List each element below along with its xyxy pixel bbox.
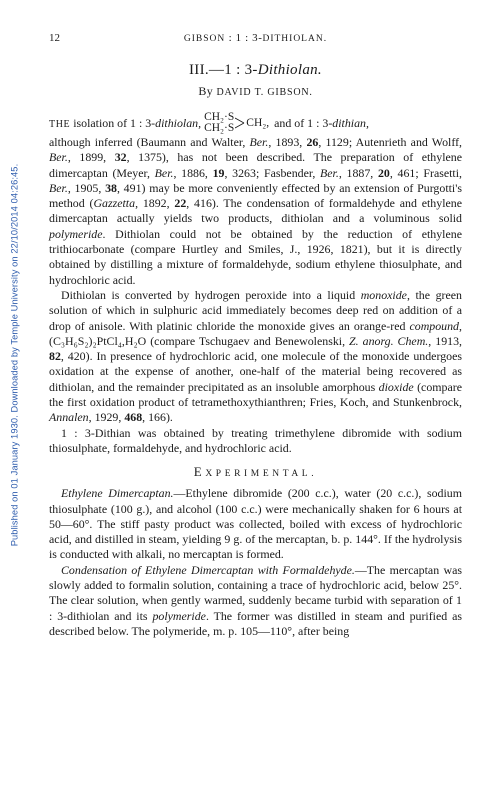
italic-run: Z. anorg. Chem. xyxy=(349,333,429,348)
text-run: , 3263; Fasbender, xyxy=(224,165,321,180)
intro-lead-text: isolation of 1 : 3- xyxy=(70,115,156,130)
formula-bottom-group: CH₂·S xyxy=(204,122,235,134)
text-run: (compare the first oxidation product of tetramethoxythianthren; Fries, Koch, and Stunkenbrock, xyxy=(49,379,462,410)
text-run: , 166). xyxy=(142,410,173,425)
formula-bond-lines xyxy=(235,114,245,132)
section-heading-initial: E xyxy=(193,464,206,480)
paragraph-dithian xyxy=(49,426,462,457)
volume-number: 26 xyxy=(306,135,319,149)
italic-run: Condensation of Ethylene Dimercaptan with Formaldehyde. xyxy=(61,562,355,577)
text-run: , 1893, xyxy=(268,135,307,149)
formula-top-group: CH₂·S xyxy=(204,111,235,123)
formula-right-group: CH₂, xyxy=(246,117,270,129)
author-name: DAVID T. GIBSON. xyxy=(216,87,313,98)
text-run: 1 : 3-Dithian was obtained by treating trimethylene dibromide with sodium thiosulphate, formaldehyde, and hydrochloric acid. xyxy=(49,425,462,455)
intro-tail-italic: dithian, xyxy=(332,115,369,130)
paragraph-ethylene-dimercaptan xyxy=(49,486,462,562)
text-run: , 1905, xyxy=(67,180,106,195)
intro-tail xyxy=(274,116,369,131)
download-watermark-text: Published on 01 January 1930. Downloaded by Temple University on 22/10/2014 04:26:45. xyxy=(9,163,19,547)
running-title-tail: DITHIOLAN. xyxy=(262,34,328,44)
italic-run: Ber. xyxy=(320,165,339,180)
text-run: , 461; Frasetti, xyxy=(389,165,463,180)
italic-run: polymeride xyxy=(152,608,206,623)
text-run: , 1892, xyxy=(135,196,175,211)
paragraph-monoxide xyxy=(49,288,462,426)
text-run: , 491) may be more conveniently effected by an extension of Purgotti's method ( xyxy=(49,180,463,211)
formula-stack xyxy=(204,112,234,134)
italic-run: Gazzetta xyxy=(93,196,136,211)
italic-run: compound xyxy=(409,318,460,333)
page-number: 12 xyxy=(49,32,60,44)
italic-run: Ber. xyxy=(49,180,68,195)
intro-tail-text: and of 1 : 3- xyxy=(274,115,333,130)
text-run: , 1929, xyxy=(88,410,125,425)
text-run: . The former was distilled in steam and purified as described below. The polymeride, m. p. 105—110°, after being xyxy=(49,608,462,638)
italic-run: Annalen xyxy=(49,410,89,425)
section-heading-experimental xyxy=(49,464,462,482)
italic-run: polymeride xyxy=(49,226,103,241)
text-run: , 420). In presence of hydrochloric acid, one molecule of the monoxide undergoes oxidation at the expense of another, one-half of the material being recovered as dithiolan, and the remainder precipitated as an insoluble amorphous xyxy=(49,349,462,394)
italic-run: monoxide xyxy=(360,287,407,302)
text-run: Dithiolan is converted by hydrogen peroxide into a liquid xyxy=(61,287,361,302)
text-run: although inferred (Baumann and Walter, xyxy=(49,135,250,149)
article-title-italic: Dithiolan. xyxy=(257,62,322,78)
volume-number: 82 xyxy=(49,349,61,364)
text-run: , 1129; Autenrieth and Wolff, xyxy=(318,135,462,149)
italic-run: Ber. xyxy=(49,150,68,165)
volume-number: 20 xyxy=(377,165,390,180)
text-run: , 1913, xyxy=(428,333,462,348)
download-watermark xyxy=(8,95,20,615)
text-run: , 1887, xyxy=(338,165,378,180)
text-run: , 1886, xyxy=(173,165,213,180)
text-run: —Ethylene dibromide (200 c.c.), water (20 c.c.), sodium thiosulphate (100 g.), and alcohol (100 c.c.) were mechanically shaken for 6 hours at 50—60°. The stiff pasty product was collected, boiled with excess of hydrochloric acid, and distilled in steam, yielding 9 g. of the mercaptan, b. p. 144°. If the hydrolysis is conducted with alkali, no mercaptan is formed. xyxy=(49,486,462,562)
text-run: , 1899, xyxy=(67,150,115,165)
italic-run: Ethylene Dimercaptan. xyxy=(61,486,174,501)
text-run: , (C₃H₆S₂)₂PtCl₄,H₂O (compare Tschugaev and Benewolenski, xyxy=(49,318,462,348)
volume-number: 468 xyxy=(124,410,143,425)
running-title xyxy=(79,30,462,47)
text-run: , 416). The condensation of formaldehyde and ethylene dimercaptan actually yields two products, dithiolan and a voluminous solid xyxy=(49,196,462,226)
text-run: , the green solution of which in sulphuric acid immediately becomes deep red on addition of a drop of anisole. With platinic chloride the monoxide gives an orange-red xyxy=(49,287,462,333)
intro-first-line xyxy=(49,111,462,135)
text-run: . Dithiolan could not be obtained by the reduction of ethylene trithiocarbonate (compare Hurtley and Smiles, J., 1926, 1821), but it is directly obtained by distilling a mixture of formaldehyde, sodium ethylene thiosulphate, and hydrochloric acid. xyxy=(49,226,462,287)
italic-run: Ber. xyxy=(154,165,174,180)
article-number: III.— xyxy=(189,62,225,78)
article-title-plain: 1 : 3- xyxy=(224,62,258,78)
italic-run: Ber. xyxy=(249,135,269,149)
volume-number: 22 xyxy=(174,196,187,211)
volume-number: 32 xyxy=(114,150,127,165)
text-run: —The mercaptan was slowly added to formalin solution, containing a trace of hydrochloric acid, below 25°. The clear solution, when gently warmed, suddenly became turbid with separation of 1 : 3-dithiolan and its xyxy=(49,562,463,623)
intro-lead-italic: dithiolan, xyxy=(155,115,202,130)
paper-page xyxy=(49,30,462,639)
intro-lead xyxy=(49,116,201,131)
volume-number: 38 xyxy=(105,180,117,195)
running-head xyxy=(49,30,462,46)
intro-body xyxy=(49,135,462,288)
section-heading-rest: XPERIMENTAL. xyxy=(205,469,318,480)
intro-lead-smallcaps: THE xyxy=(49,118,71,130)
author-line xyxy=(49,83,462,101)
running-title-separator: : 1 : 3- xyxy=(225,32,263,44)
article-title xyxy=(49,60,462,80)
volume-number: 19 xyxy=(212,165,225,180)
intro-paragraph xyxy=(49,111,462,288)
running-title-author: GIBSON xyxy=(183,34,226,44)
paragraph-condensation xyxy=(49,563,462,639)
author-by: By xyxy=(198,84,217,98)
italic-run: dioxide xyxy=(378,379,414,394)
dithiolan-structural-formula xyxy=(204,112,269,134)
text-run: , 1375), has not been described. The preparation of ethylene dimercaptan (Meyer, xyxy=(49,150,463,180)
